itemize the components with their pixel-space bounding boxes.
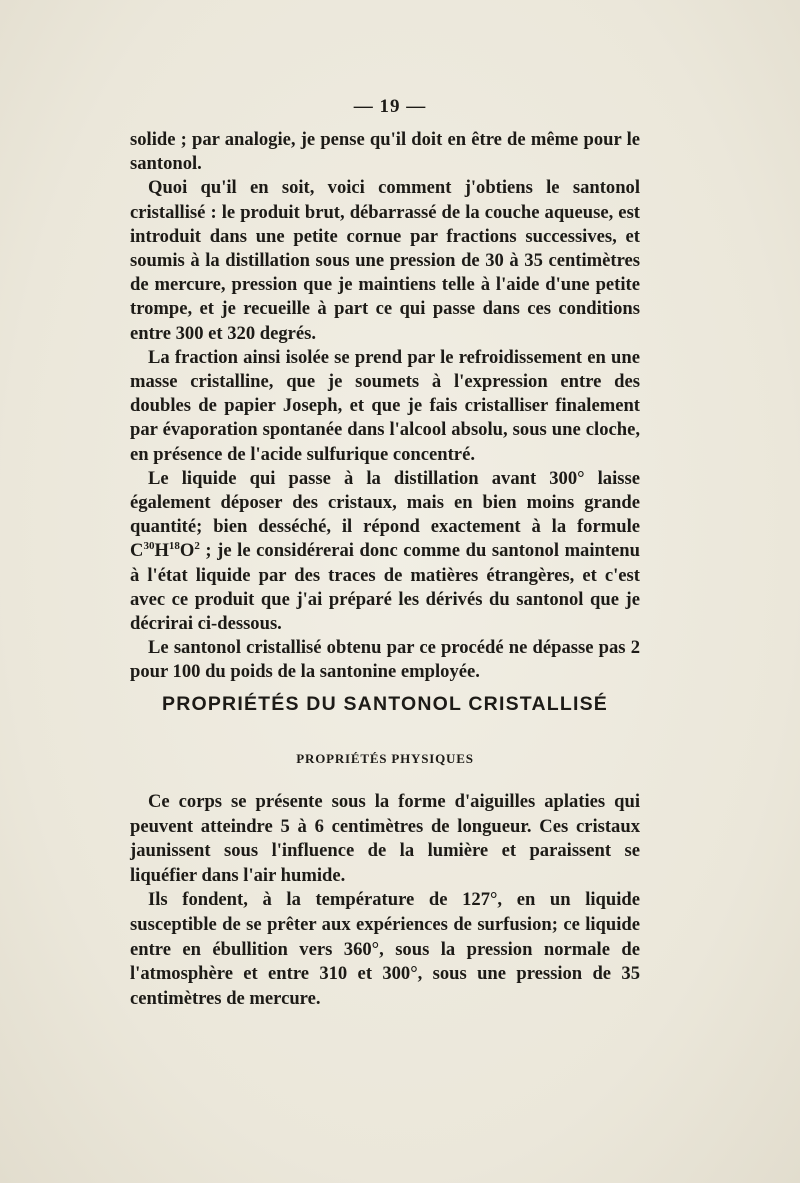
paragraph-text: ; je le considérerai donc comme du santonol maintenu à l'état liquide par des traces de matières étrangères, et c'est avec ce produit que j'ai préparé les dérivés du santonol que je décrirai ci-dessous.: [130, 540, 640, 635]
page-number: — 19 —: [353, 96, 427, 117]
top-text-block: [130, 128, 640, 685]
formula-superscript: 30: [143, 540, 155, 553]
paragraph: La fraction ainsi isolée se prend par le refroidissement en une masse cristalline, que je soumets à l'expression entre des doubles de papier Joseph, et que je fais cristalliser finalement par évaporation spontanée dans l'alcool absolu, sous une cloche, en présence de l'acide sulfurique concentré.: [130, 346, 640, 465]
paragraph: solide ; par analogie, je pense qu'il doit en être de même pour le santonol.: [130, 129, 640, 175]
formula-element: O: [179, 540, 195, 562]
formula-paragraph: [130, 467, 640, 636]
subheading: PROPRIÉTÉS PHYSIQUES: [296, 751, 474, 766]
formula-superscript: 18: [168, 540, 180, 553]
paragraph: Ils fondent, à la température de 127°, en un liquide susceptible de se prêter aux expériences de surfusion; ce liquide entre en ébullition vers 360°, sous la pression normale de l'atmosphère et entre 310 et 300°, sous une pression de 35 centimètres de mercure.: [130, 889, 640, 1009]
paragraph: Quoi qu'il en soit, voici comment j'obtiens le santonol cristallisé : le produit brut, débarrassé de la couche aqueuse, est introduit dans une petite cornue par fractions successives, et soumis à la distillation sous une pression de 30 à 35 centimètres de mercure, pression que je maintiens telle à l'aide d'une petite trompe, et je recueille à part ce qui passe dans ces conditions entre 300 et 320 degrés.: [130, 177, 640, 344]
paragraph: Ce corps se présente sous la forme d'aiguilles aplaties qui peuvent atteindre 5 à 6 centimètres de longueur. Ces cristaux jaunissent sous l'influence de la lumière et paraissent se liquéfier dans l'air humide.: [130, 791, 640, 886]
section-heading: PROPRIÉTÉS DU SANTONOL CRISTALLISÉ: [161, 693, 608, 715]
paragraph-text: Le liquide qui passe à la distillation avant 300° laisse également déposer des cristaux, mais en bien moins grande quantité; bien desséché, il répond exactement à la formule C: [130, 467, 640, 562]
paragraph: Le santonol cristallisé obtenu par ce procédé ne dépasse pas 2 pour 100 du poids de la santonine employée.: [130, 637, 640, 683]
formula-element: H: [154, 540, 169, 562]
bottom-text-block: [130, 790, 640, 1011]
formula-superscript: 2: [194, 540, 200, 553]
